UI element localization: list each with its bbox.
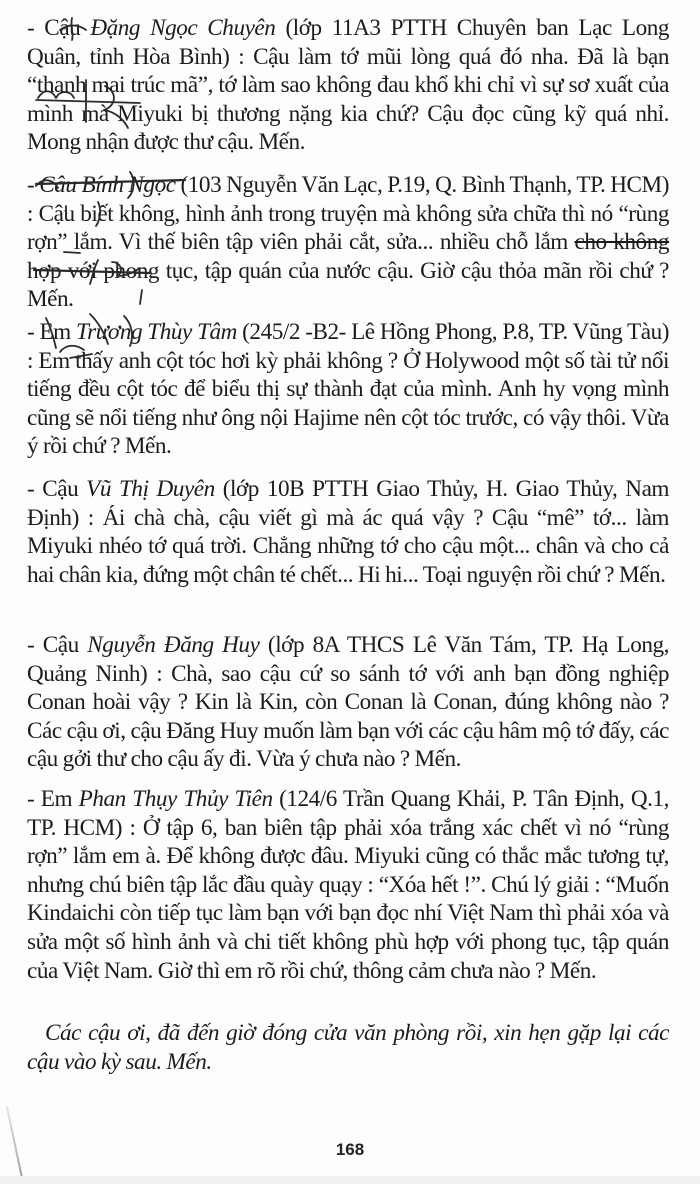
letter-5 (27, 631, 669, 774)
closing-note: Các cậu ơi, đã đến giờ đóng cửa văn phòng rồi, xin hẹn gặp lại các cậu vào kỳ sau. Mến. (27, 1020, 669, 1075)
struck-through-text: cho không (574, 229, 669, 256)
reader-name: Nguyễn Đăng Huy (87, 632, 260, 658)
letter-prefix: - Cậu (27, 15, 91, 41)
letter-prefix: - Em (27, 319, 76, 345)
scan-bottom-edge (0, 1176, 700, 1184)
letter-body: (245/2 -B2- Lê Hồng Phong, P.8, TP. Vũng Tàu) : Em thấy anh cột tóc hơi kỳ phải không ? Ở Holywood một số tài tử nổi tiếng đều cột tóc để biểu thị sự thành đạt của mình. Anh hy vọng mình cũng sẽ nổi tiếng như ông nội Hajime nên cột tóc trước, có vậy thôi. Vừa ý rồi chứ ? Mến. (27, 319, 669, 460)
reader-name: Phan Thụy Thủy Tiên (78, 786, 273, 812)
reader-name: Câu Bính Ngọc (39, 172, 176, 198)
letter-body-continued: hợp với phong tục, tập quán của nước cậu. Giờ cậu thỏa mãn rồi chứ ? Mến. (27, 257, 669, 313)
page-number: 168 (335, 1140, 365, 1159)
reader-name: Đặng Ngọc Chuyên (90, 15, 276, 41)
letter-body: (124/6 Trần Quang Khải, P. Tân Định, Q.1, TP. HCM) : Ở tập 6, ban biên tập phải xóa trắng xác chết vì nó “rùng rợn” lắm em à. Để không được đâu. Miyuki cũng có thắc mắc tương tự, nhưng chú biên tập lắc đầu quày quạy : “Xóa hết !”. Chú lý giải : “Muốn Kindaichi còn tiếp tục làm bạn với bạn đọc nhí Việt Nam thì phải xóa và sửa một số hình ảnh và chi tiết không phù hợp với phong tục, tập quán của Việt Nam. Giờ thì em rõ rồi chứ, thông cảm chưa nào ? Mến. (27, 786, 670, 984)
reader-name: Trương Thùy Tâm (75, 319, 237, 345)
letter-prefix: - Cậu (27, 632, 88, 658)
letter-6 (27, 785, 669, 985)
letter-1 (27, 14, 669, 157)
reader-name: Vũ Thị Duyên (86, 476, 215, 502)
letter-3 (27, 318, 669, 461)
letter-body: (103 Nguyễn Văn Lạc, P.19, Q. Bình Thạnh, TP. HCM) : Cậu biết không, hình ảnh trong truyện mà không sửa chữa thì nó “rùng rợn” lắm. Vì thế biên tập viên phải cắt, sửa... nhiều chỗ lắm (27, 172, 669, 256)
letter-prefix: - (27, 172, 40, 198)
letter-body: (lớp 10B PTTH Giao Thủy, H. Giao Thủy, Nam Định) : Ái chà chà, cậu viết gì mà ác quá vậy ? Cậu “mê” tớ... làm Miyuki nhéo tớ quá trời. Chẳng những tớ cho cậu một... chân và cho cả hai chân kia, đứng một chân té chết... Hi hi... Toại nguyện rồi chứ ? Mến. (27, 476, 670, 588)
letter-4 (27, 475, 669, 589)
letter-body: (lớp 8A THCS Lê Văn Tám, TP. Hạ Long, Quảng Ninh) : Chà, sao cậu cứ so sánh tớ với anh bạn đồng nghiệp Conan hoài vậy ? Kin là Kin, còn Conan là Conan, đúng không nào ? Các cậu ơi, cậu Đăng Huy muốn làm bạn với các cậu hâm mộ tớ đấy, các cậu gởi thư cho cậu ấy đi. Vừa ý chưa nào ? Mến. (27, 632, 669, 773)
letter-prefix: - Em (27, 786, 79, 812)
letter-prefix: - Cậu (27, 476, 87, 502)
letter-body: (lớp 11A3 PTTH Chuyên ban Lạc Long Quân, tỉnh Hòa Bình) : Cậu làm tớ mũi lòng quá đó nha. Đã là bạn “thanh mai trúc mã”, tớ làm sao không đau khổ khi chỉ vì sự sơ xuất của mình mà Miyuki bị thương nặng kia chứ? Cậu đọc cũng kỹ quá nhỉ. Mong nhận được thư cậu. Mến. (27, 15, 670, 156)
letter-2 (27, 171, 669, 314)
